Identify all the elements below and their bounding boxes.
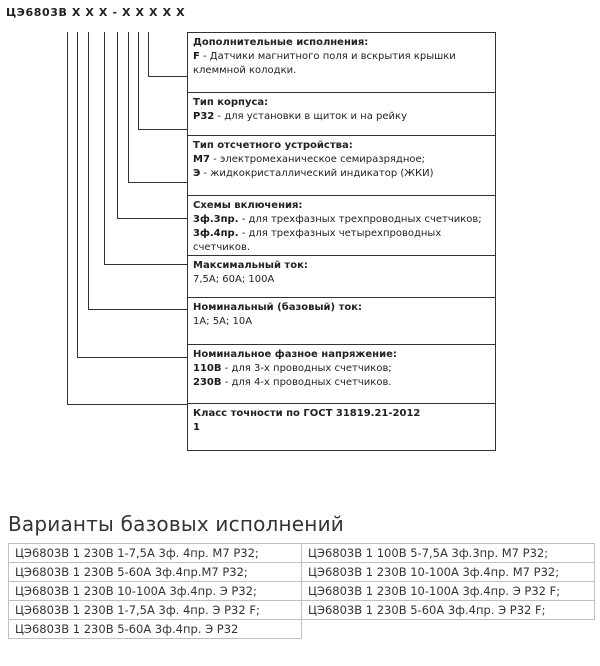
- legend-desc: - жидкокристаллический индикатор (ЖКИ): [200, 168, 434, 179]
- table-row: [9, 601, 595, 620]
- legend-code: Р32: [193, 111, 215, 122]
- table-cell: ЦЭ6803В 1 230В 1-7,5А 3ф. 4пр. М7 Р32;: [9, 544, 302, 563]
- legend-title: Максимальный ток:: [193, 260, 308, 271]
- table-cell: ЦЭ6803В 1 230В 10-100А 3ф.4пр. Э Р32 F;: [302, 582, 595, 601]
- legend-box-nominal-current: [187, 297, 496, 345]
- table-cell: ЦЭ6803В 1 230В 10-100А 3ф.4пр. М7 Р32;: [302, 563, 595, 582]
- legend-code: 3ф.3пр.: [193, 214, 239, 225]
- legend-line: [193, 362, 489, 376]
- legend-title: Схемы включения:: [193, 200, 303, 211]
- legend-desc: - Датчики магнитного поля и вскрытия крышки клеммной колодки.: [193, 51, 456, 76]
- legend-box-display-type: [187, 135, 496, 196]
- legend-title: Номинальный (базовый) ток:: [193, 302, 363, 313]
- legend-line: [193, 50, 489, 78]
- legend-line: [193, 421, 489, 435]
- table-cell: ЦЭ6803В 1 230В 10-100А 3ф.4пр. Э Р32;: [9, 582, 302, 601]
- table-row: [9, 620, 595, 639]
- legend-box-housing-type: [187, 92, 496, 136]
- model-code: ЦЭ6803В X X X - X X X X X: [6, 6, 186, 19]
- legend-code: 230В: [193, 377, 222, 388]
- table-row: [9, 563, 595, 582]
- legend-code: 1: [193, 422, 200, 433]
- table-row: [9, 582, 595, 601]
- legend-box-accuracy-class: [187, 403, 496, 451]
- legend-code: 110В: [193, 363, 222, 374]
- legend-code: Э: [193, 168, 201, 179]
- legend-title: Класс точности по ГОСТ 31819.21-2012: [193, 408, 421, 419]
- legend-desc: - для 3-х проводных счетчиков;: [221, 363, 392, 374]
- table-cell: ЦЭ6803В 1 230В 5-60А 3ф.4пр. Э Р32 F;: [302, 601, 595, 620]
- legend-line: [193, 213, 489, 227]
- legend-box-phase-voltage: [187, 344, 496, 404]
- legend-code: 3ф.4пр.: [193, 228, 239, 239]
- legend-desc: - для установки в щиток и на рейку: [214, 111, 407, 122]
- legend-line: [193, 167, 489, 181]
- legend-desc: - для 4-х проводных счетчиков.: [221, 377, 392, 388]
- table-cell: ЦЭ6803В 1 230В 5-60А 3ф.4пр.М7 Р32;: [9, 563, 302, 582]
- legend-desc: - для трехфазных трехпроводных счетчиков;: [238, 214, 482, 225]
- table-cell: ЦЭ6803В 1 100В 5-7,5А 3ф.3пр. М7 Р32;: [302, 544, 595, 563]
- table-cell-empty: [302, 620, 595, 639]
- variants-heading: Варианты базовых исполнений: [8, 512, 344, 536]
- legend-desc: 1А; 5А; 10А: [193, 316, 253, 327]
- legend-title: Тип отсчетного устройства:: [193, 140, 353, 151]
- legend-desc: 7,5А; 60А; 100А: [193, 274, 275, 285]
- table-cell: ЦЭ6803В 1 230В 1-7,5А 3ф. 4пр. Э Р32 F;: [9, 601, 302, 620]
- legend-line: [193, 273, 489, 287]
- legend-line: [193, 153, 489, 167]
- table-cell: ЦЭ6803В 1 230В 5-60А 3ф.4пр. Э Р32: [9, 620, 302, 639]
- legend-line: [193, 315, 489, 329]
- legend-line: [193, 110, 489, 124]
- table-row: [9, 544, 595, 563]
- legend-desc: - электромеханическое семиразрядное;: [209, 154, 426, 165]
- legend-title: Тип корпуса:: [193, 97, 269, 108]
- variants-table: [8, 543, 595, 639]
- legend-line: [193, 227, 489, 255]
- legend-desc: - для трехфазных четырехпроводных счетчиков.: [193, 228, 442, 253]
- legend-title: Дополнительные исполнения:: [193, 37, 369, 48]
- legend-code: F: [193, 51, 200, 62]
- legend-code: М7: [193, 154, 210, 165]
- legend-line: [193, 376, 489, 390]
- legend-box-extra-options: [187, 32, 496, 93]
- legend-box-max-current: [187, 255, 496, 298]
- legend-title: Номинальное фазное напряжение:: [193, 349, 397, 360]
- legend-box-wiring-scheme: [187, 195, 496, 256]
